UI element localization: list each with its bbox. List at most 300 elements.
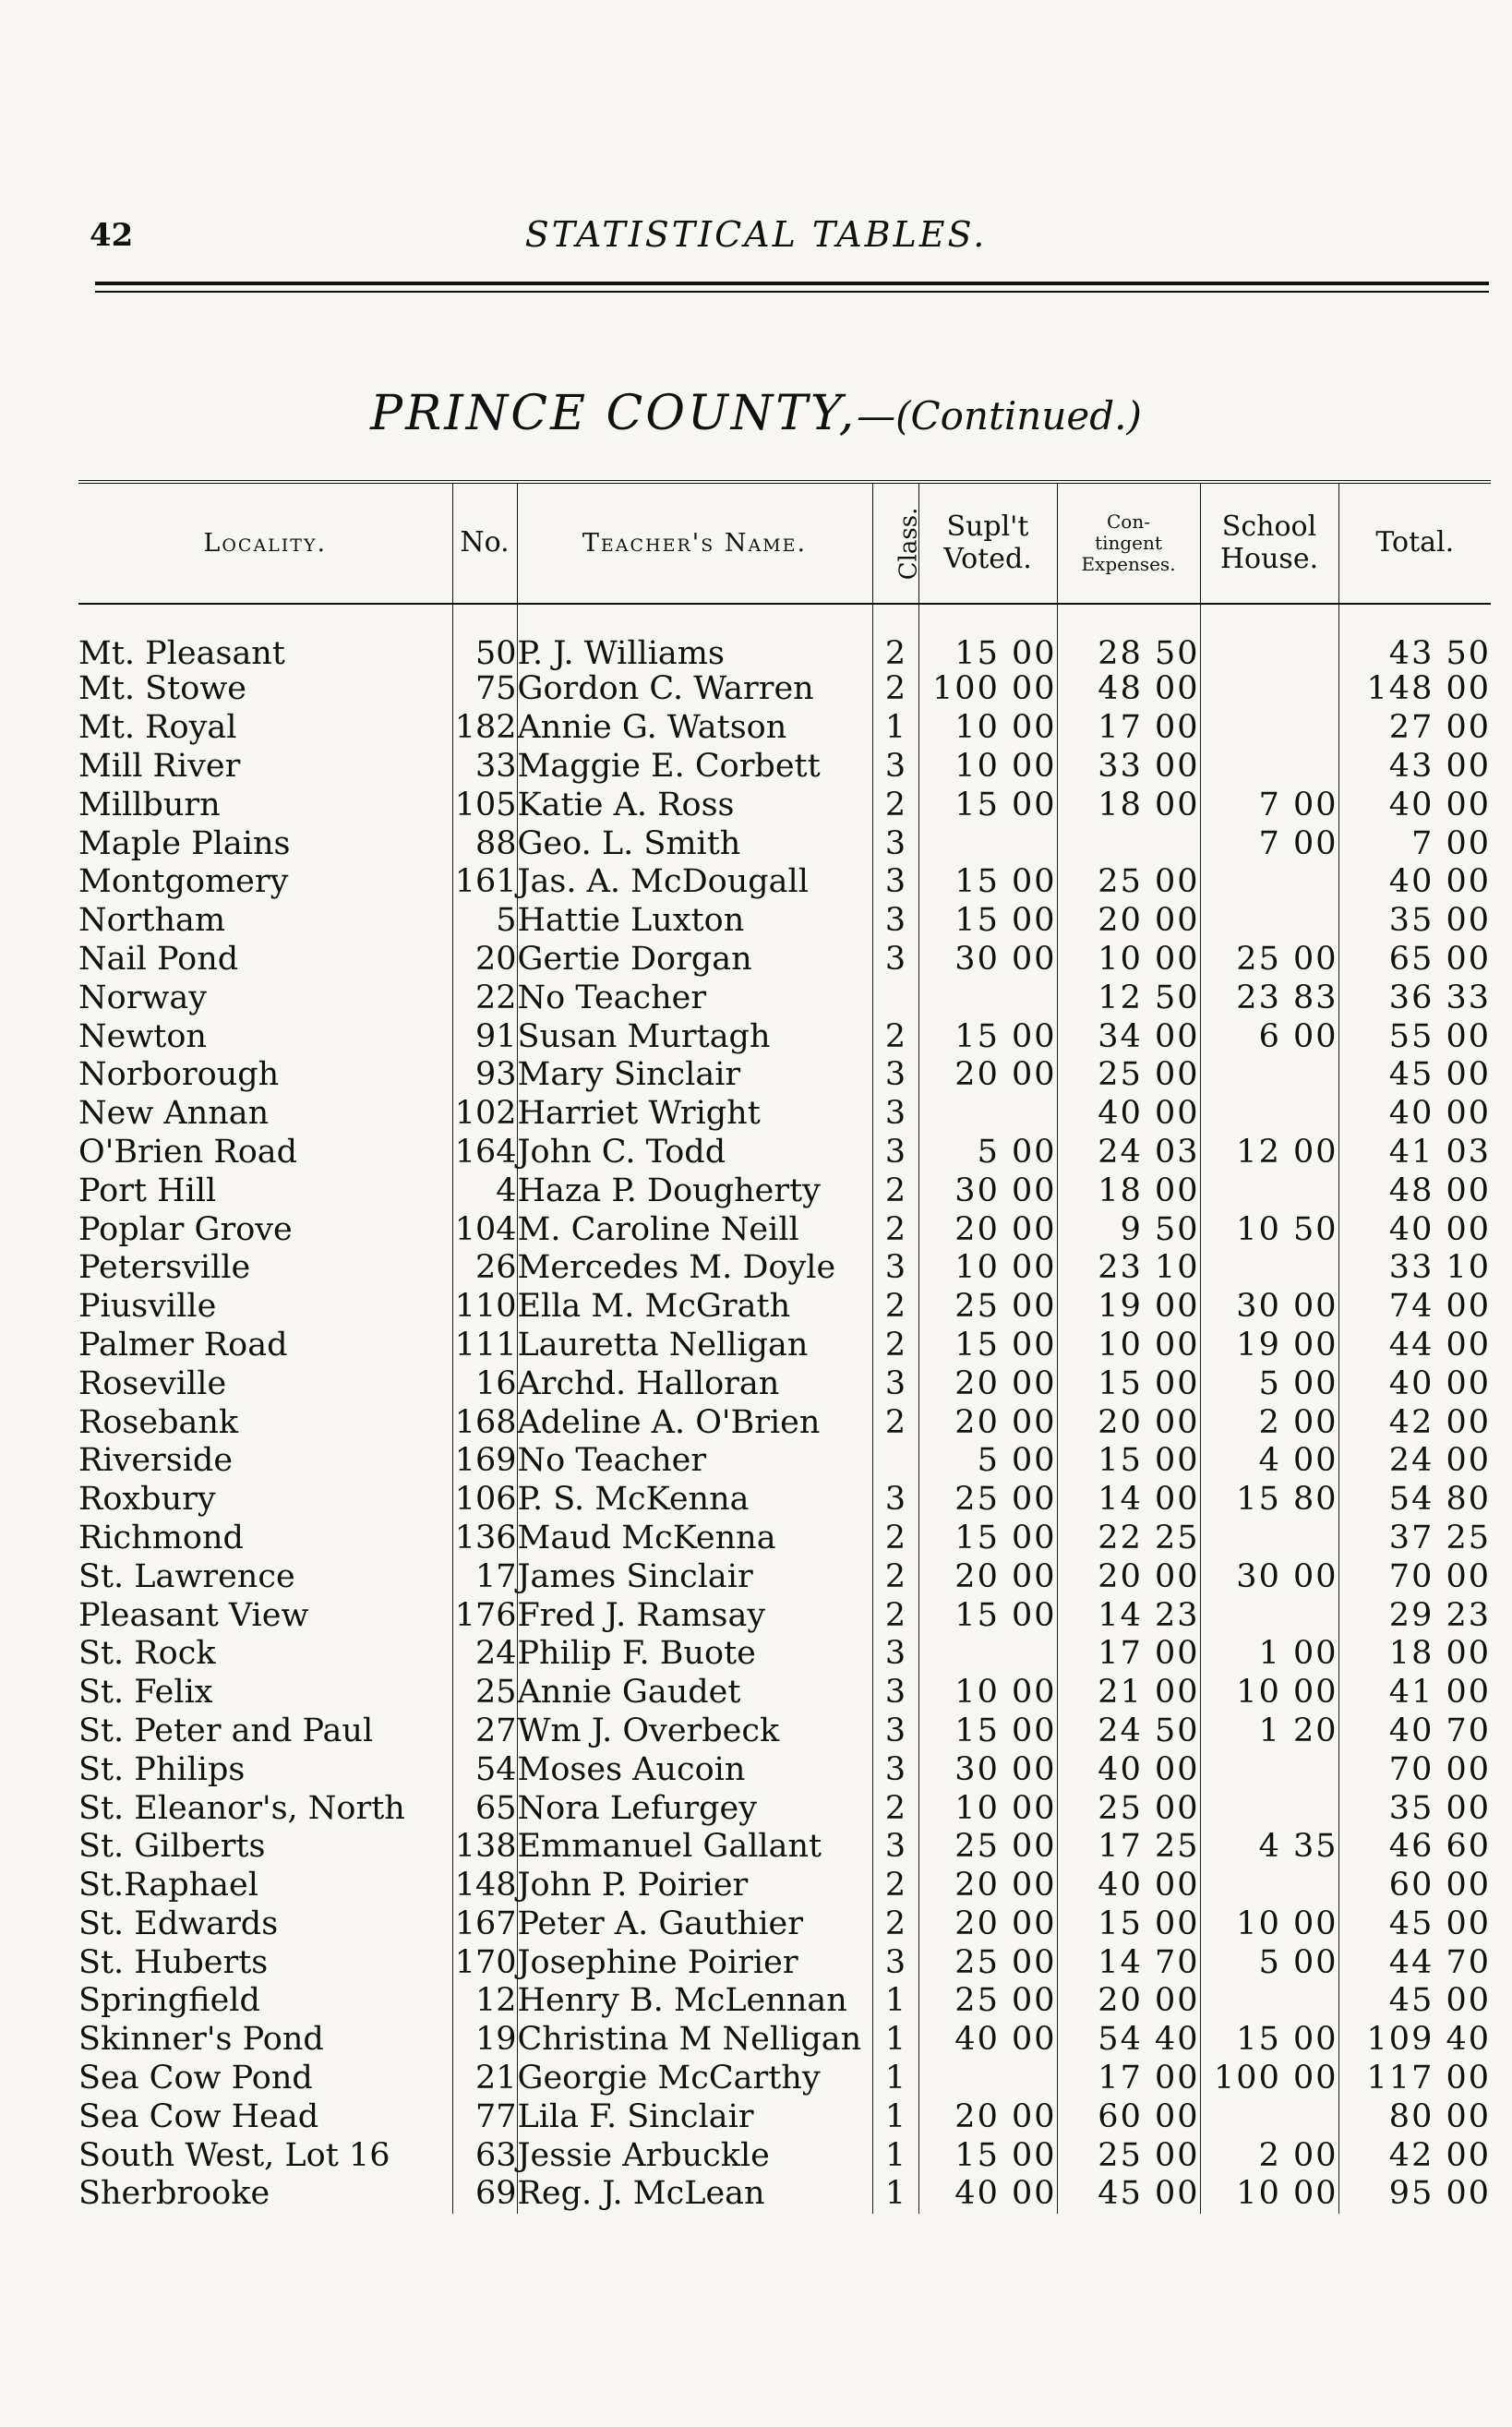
class-cell: 2 [872, 1288, 918, 1327]
contingent-expenses-cell: 17 00 [1057, 2060, 1200, 2098]
table-row [78, 824, 1491, 863]
total-cell: 35 00 [1338, 902, 1491, 941]
teacher-name-cell: Philip F. Buote [517, 1635, 872, 1674]
class-cell: 2 [872, 1905, 918, 1944]
school-house-cell: 4 00 [1200, 1442, 1338, 1481]
school-house-cell: 15 80 [1200, 1481, 1338, 1520]
school-number-cell: 19 [452, 2021, 517, 2060]
total-cell: 70 00 [1338, 1750, 1491, 1789]
suplt-voted-cell [918, 979, 1057, 1017]
contingent-expenses-cell: 40 00 [1057, 1750, 1200, 1789]
table-row [78, 1557, 1491, 1596]
table-row [78, 786, 1491, 824]
total-cell: 45 00 [1338, 1056, 1491, 1095]
teacher-name-cell: Harriet Wright [517, 1095, 872, 1134]
contingent-expenses-cell: 17 00 [1057, 1635, 1200, 1674]
class-cell: 3 [872, 941, 918, 979]
class-cell: 1 [872, 2175, 918, 2214]
suplt-voted-cell: 20 00 [918, 1210, 1057, 1249]
locality-cell: Springfield [78, 1982, 260, 2020]
contingent-expenses-cell: 19 00 [1057, 1288, 1200, 1327]
school-house-cell: 4 35 [1200, 1828, 1338, 1867]
teacher-name-cell: No Teacher [517, 1442, 872, 1481]
suplt-voted-cell: 10 00 [918, 709, 1057, 748]
school-number-cell: 22 [452, 979, 517, 1017]
suplt-voted-cell: 10 00 [918, 1674, 1057, 1712]
contingent-expenses-cell: 54 40 [1057, 2021, 1200, 2060]
table-row [78, 1867, 1491, 1905]
school-number-cell: 21 [452, 2060, 517, 2098]
school-house-cell: 19 00 [1200, 1327, 1338, 1365]
school-number-cell: 16 [452, 1364, 517, 1403]
school-house-cell: 10 50 [1200, 1210, 1338, 1249]
teacher-name-cell: Emmanuel Gallant [517, 1828, 872, 1867]
table-header-row [78, 482, 1491, 604]
teacher-name-cell: Haza P. Dougherty [517, 1171, 872, 1210]
class-cell: 1 [872, 1982, 918, 2021]
contingent-expenses-cell: 10 00 [1057, 1327, 1200, 1365]
contingent-expenses-cell: 28 50 [1057, 604, 1200, 670]
total-cell: 55 00 [1338, 1017, 1491, 1056]
class-cell: 2 [872, 1327, 918, 1365]
col-header-locality: Locality. [78, 482, 452, 604]
total-cell: 41 00 [1338, 1674, 1491, 1712]
total-cell: 35 00 [1338, 1789, 1491, 1828]
total-cell: 40 00 [1338, 863, 1491, 902]
table-row [78, 1520, 1491, 1558]
table-row [78, 1056, 1491, 1095]
teacher-name-cell: Lauretta Nelligan [517, 1327, 872, 1365]
table-row [78, 902, 1491, 941]
suplt-voted-cell: 15 00 [918, 1327, 1057, 1365]
school-house-cell: 30 00 [1200, 1557, 1338, 1596]
locality-cell: Northam [78, 902, 226, 940]
total-cell: 33 10 [1338, 1249, 1491, 1288]
locality-cell: Poplar Grove [78, 1210, 293, 1248]
total-cell: 24 00 [1338, 1442, 1491, 1481]
teacher-name-cell: Henry B. McLennan [517, 1982, 872, 2021]
teacher-name-cell: Susan Murtagh [517, 1017, 872, 1056]
school-number-cell: 168 [452, 1403, 517, 1442]
class-cell: 2 [872, 1210, 918, 1249]
class-cell: 2 [872, 786, 918, 824]
teacher-name-cell: Mary Sinclair [517, 1056, 872, 1095]
school-house-cell [1200, 748, 1338, 787]
suplt-voted-cell: 25 00 [918, 1481, 1057, 1520]
class-cell: 3 [872, 1134, 918, 1172]
teacher-name-cell: No Teacher [517, 979, 872, 1017]
school-number-cell: 26 [452, 1249, 517, 1288]
table-row [78, 1674, 1491, 1712]
suplt-voted-cell: 20 00 [918, 1056, 1057, 1095]
school-number-cell: 170 [452, 1943, 517, 1982]
school-number-cell: 50 [452, 604, 517, 670]
class-cell: 2 [872, 1596, 918, 1635]
locality-cell: Palmer Road [78, 1326, 288, 1364]
total-cell: 7 00 [1338, 824, 1491, 863]
teacher-name-cell: Fred J. Ramsay [517, 1596, 872, 1635]
contingent-expenses-cell: 20 00 [1057, 1403, 1200, 1442]
class-cell [872, 1442, 918, 1481]
table-row [78, 670, 1491, 709]
class-cell [872, 979, 918, 1017]
contingent-expenses-cell: 25 00 [1057, 863, 1200, 902]
table-row [78, 709, 1491, 748]
locality-cell: O'Brien Road [78, 1133, 298, 1171]
total-cell: 117 00 [1338, 2060, 1491, 2098]
suplt-voted-cell: 100 00 [918, 670, 1057, 709]
contingent-expenses-cell: 23 10 [1057, 1249, 1200, 1288]
class-cell: 3 [872, 1635, 918, 1674]
suplt-voted-cell: 15 00 [918, 1712, 1057, 1751]
class-cell: 2 [872, 1403, 918, 1442]
school-number-cell: 111 [452, 1327, 517, 1365]
total-cell: 54 80 [1338, 1481, 1491, 1520]
suplt-voted-cell: 15 00 [918, 863, 1057, 902]
school-number-cell: 24 [452, 1635, 517, 1674]
teacher-name-cell: Moses Aucoin [517, 1750, 872, 1789]
class-cell: 1 [872, 2060, 918, 2098]
suplt-voted-cell: 10 00 [918, 748, 1057, 787]
table-row [78, 1750, 1491, 1789]
school-house-cell: 1 00 [1200, 1635, 1338, 1674]
school-house-cell [1200, 670, 1338, 709]
teacher-name-cell: Gordon C. Warren [517, 670, 872, 709]
total-cell: 70 00 [1338, 1557, 1491, 1596]
suplt-voted-cell: 25 00 [918, 1288, 1057, 1327]
locality-cell: Mt. Pleasant [78, 635, 285, 672]
suplt-voted-cell: 15 00 [918, 1017, 1057, 1056]
contingent-expenses-cell: 15 00 [1057, 1905, 1200, 1944]
school-house-cell: 10 00 [1200, 1674, 1338, 1712]
county-name: PRINCE COUNTY, [370, 386, 858, 441]
contingent-expenses-cell: 60 00 [1057, 2097, 1200, 2136]
total-cell: 42 00 [1338, 2136, 1491, 2175]
suplt-voted-cell [918, 1635, 1057, 1674]
class-cell: 3 [872, 1481, 918, 1520]
suplt-voted-cell: 15 00 [918, 604, 1057, 670]
class-cell: 2 [872, 1557, 918, 1596]
suplt-voted-cell [918, 824, 1057, 863]
suplt-voted-cell: 40 00 [918, 2175, 1057, 2214]
teacher-name-cell: Annie G. Watson [517, 709, 872, 748]
locality-cell: New Annan [78, 1095, 270, 1133]
class-cell: 1 [872, 2021, 918, 2060]
school-number-cell: 54 [452, 1750, 517, 1789]
contingent-expenses-cell: 14 00 [1057, 1481, 1200, 1520]
locality-cell: St. Huberts [78, 1943, 269, 1981]
school-house-cell [1200, 1750, 1338, 1789]
contingent-expenses-cell: 20 00 [1057, 1982, 1200, 2021]
table-row [78, 1712, 1491, 1751]
suplt-voted-cell: 30 00 [918, 941, 1057, 979]
table-row [78, 604, 1491, 670]
teacher-name-cell: Gertie Dorgan [517, 941, 872, 979]
contingent-expenses-cell: 25 00 [1057, 1056, 1200, 1095]
table-row [78, 1249, 1491, 1288]
table-row [78, 1364, 1491, 1403]
statistics-table [78, 480, 1491, 2214]
teacher-name-cell: Archd. Halloran [517, 1364, 872, 1403]
table-row [78, 2097, 1491, 2136]
table-row [78, 1635, 1491, 1674]
county-continued: —(Continued.) [857, 393, 1142, 439]
suplt-voted-cell: 40 00 [918, 2021, 1057, 2060]
teacher-name-cell: John C. Todd [517, 1134, 872, 1172]
locality-cell: Richmond [78, 1519, 244, 1556]
suplt-voted-cell: 20 00 [918, 1557, 1057, 1596]
class-cell: 3 [872, 1674, 918, 1712]
school-house-cell [1200, 1171, 1338, 1210]
suplt-voted-cell: 25 00 [918, 1982, 1057, 2021]
running-head: STATISTICAL TABLES. [524, 214, 988, 255]
school-number-cell: 161 [452, 863, 517, 902]
contingent-expenses-cell: 25 00 [1057, 1789, 1200, 1828]
table-row [78, 1017, 1491, 1056]
locality-cell: St. Philips [78, 1750, 246, 1788]
col-header-contingent-expenses: Con- tingent Expenses. [1057, 482, 1200, 604]
school-house-cell [1200, 863, 1338, 902]
suplt-voted-cell: 5 00 [918, 1134, 1057, 1172]
table-row [78, 1828, 1491, 1867]
school-house-cell: 2 00 [1200, 2136, 1338, 2175]
locality-cell: St. Lawrence [78, 1557, 295, 1595]
contingent-expenses-cell: 40 00 [1057, 1095, 1200, 1134]
suplt-voted-cell: 5 00 [918, 1442, 1057, 1481]
school-house-cell [1200, 902, 1338, 941]
table-row [78, 2136, 1491, 2175]
school-number-cell: 17 [452, 1557, 517, 1596]
school-number-cell: 65 [452, 1789, 517, 1828]
suplt-voted-cell: 25 00 [918, 1943, 1057, 1982]
locality-cell: Maple Plains [78, 824, 291, 862]
school-number-cell: 69 [452, 2175, 517, 2214]
school-house-cell [1200, 1789, 1338, 1828]
school-number-cell: 25 [452, 1674, 517, 1712]
total-cell: 36 33 [1338, 979, 1491, 1017]
suplt-voted-cell: 30 00 [918, 1750, 1057, 1789]
class-cell: 3 [872, 1712, 918, 1751]
total-cell: 45 00 [1338, 1982, 1491, 2021]
suplt-voted-cell: 20 00 [918, 1403, 1057, 1442]
total-cell: 48 00 [1338, 1171, 1491, 1210]
school-house-cell [1200, 2097, 1338, 2136]
table-row [78, 1288, 1491, 1327]
locality-cell: Norborough [78, 1056, 280, 1094]
table-row [78, 748, 1491, 787]
locality-cell: Skinner's Pond [78, 2021, 324, 2059]
suplt-voted-cell: 30 00 [918, 1171, 1057, 1210]
class-cell: 2 [872, 1867, 918, 1905]
school-house-cell [1200, 1867, 1338, 1905]
school-house-cell [1200, 709, 1338, 748]
table-row [78, 1171, 1491, 1210]
school-number-cell: 136 [452, 1520, 517, 1558]
locality-cell: St. Felix [78, 1674, 213, 1712]
teacher-name-cell: Annie Gaudet [517, 1674, 872, 1712]
total-cell: 40 00 [1338, 786, 1491, 824]
school-house-cell: 10 00 [1200, 2175, 1338, 2214]
total-cell: 45 00 [1338, 1905, 1491, 1944]
teacher-name-cell: Christina M Nelligan [517, 2021, 872, 2060]
school-number-cell: 33 [452, 748, 517, 787]
suplt-voted-cell: 10 00 [918, 1789, 1057, 1828]
school-house-cell: 10 00 [1200, 1905, 1338, 1944]
school-house-cell: 25 00 [1200, 941, 1338, 979]
table-row [78, 1095, 1491, 1134]
table-row [78, 941, 1491, 979]
locality-cell: St. Eleanor's, North [78, 1789, 405, 1827]
teacher-name-cell: Peter A. Gauthier [517, 1905, 872, 1944]
teacher-name-cell: M. Caroline Neill [517, 1210, 872, 1249]
total-cell: 74 00 [1338, 1288, 1491, 1327]
suplt-voted-cell [918, 1095, 1057, 1134]
locality-cell: Sherbrooke [78, 2175, 270, 2213]
total-cell: 40 00 [1338, 1364, 1491, 1403]
locality-cell: Roseville [78, 1364, 227, 1402]
total-cell: 148 00 [1338, 670, 1491, 709]
total-cell: 80 00 [1338, 2097, 1491, 2136]
locality-cell: Sea Cow Pond [78, 2060, 313, 2097]
school-number-cell: 148 [452, 1867, 517, 1905]
suplt-voted-cell: 15 00 [918, 786, 1057, 824]
class-cell: 3 [872, 1095, 918, 1134]
contingent-expenses-cell: 48 00 [1057, 670, 1200, 709]
school-house-cell: 100 00 [1200, 2060, 1338, 2098]
class-cell: 3 [872, 902, 918, 941]
contingent-expenses-cell: 14 70 [1057, 1943, 1200, 1982]
table-row [78, 863, 1491, 902]
school-number-cell: 106 [452, 1481, 517, 1520]
total-cell: 27 00 [1338, 709, 1491, 748]
table-row [78, 979, 1491, 1017]
teacher-name-cell: Nora Lefurgey [517, 1789, 872, 1828]
suplt-voted-cell: 15 00 [918, 902, 1057, 941]
teacher-name-cell: P. J. Williams [517, 604, 872, 670]
class-cell: 3 [872, 1056, 918, 1095]
header-rule-thin [95, 291, 1489, 293]
school-number-cell: 176 [452, 1596, 517, 1635]
class-cell: 3 [872, 1750, 918, 1789]
suplt-voted-cell [918, 2060, 1057, 2098]
locality-cell: Mill River [78, 747, 241, 785]
school-house-cell: 12 00 [1200, 1134, 1338, 1172]
col-header-class: Class. [872, 482, 918, 604]
school-house-cell: 5 00 [1200, 1943, 1338, 1982]
table-row [78, 1134, 1491, 1172]
class-cell: 3 [872, 1828, 918, 1867]
school-house-cell [1200, 1056, 1338, 1095]
teacher-name-cell: Hattie Luxton [517, 902, 872, 941]
contingent-expenses-cell: 25 00 [1057, 2136, 1200, 2175]
teacher-name-cell: Maggie E. Corbett [517, 748, 872, 787]
teacher-name-cell: Adeline A. O'Brien [517, 1403, 872, 1442]
locality-cell: Riverside [78, 1442, 234, 1480]
school-number-cell: 20 [452, 941, 517, 979]
school-house-cell: 2 00 [1200, 1403, 1338, 1442]
total-cell: 65 00 [1338, 941, 1491, 979]
contingent-expenses-cell: 24 50 [1057, 1712, 1200, 1751]
col-header-teacher: Teacher's Name. [517, 482, 872, 604]
locality-cell: Pleasant View [78, 1596, 309, 1634]
contingent-expenses-cell: 33 00 [1057, 748, 1200, 787]
teacher-name-cell: Wm J. Overbeck [517, 1712, 872, 1751]
contingent-expenses-cell: 17 25 [1057, 1828, 1200, 1867]
total-cell: 44 70 [1338, 1943, 1491, 1982]
locality-cell: Nail Pond [78, 940, 239, 978]
locality-cell: St. Edwards [78, 1904, 279, 1942]
locality-cell: Montgomery [78, 863, 289, 901]
school-number-cell: 138 [452, 1828, 517, 1867]
total-cell: 40 00 [1338, 1095, 1491, 1134]
school-house-cell [1200, 1596, 1338, 1635]
locality-cell: Rosebank [78, 1403, 239, 1441]
teacher-name-cell: Reg. J. McLean [517, 2175, 872, 2214]
contingent-expenses-cell: 12 50 [1057, 979, 1200, 1017]
total-cell: 95 00 [1338, 2175, 1491, 2214]
class-cell: 3 [872, 1943, 918, 1982]
table-body [78, 604, 1491, 2214]
class-cell: 3 [872, 748, 918, 787]
contingent-expenses-cell: 9 50 [1057, 1210, 1200, 1249]
school-house-cell [1200, 1249, 1338, 1288]
school-number-cell: 110 [452, 1288, 517, 1327]
school-number-cell: 167 [452, 1905, 517, 1944]
teacher-name-cell: P. S. McKenna [517, 1481, 872, 1520]
col-header-suplt-voted: Supl't Voted. [918, 482, 1057, 604]
table-row [78, 1442, 1491, 1481]
locality-cell: Millburn [78, 786, 221, 823]
school-house-cell: 30 00 [1200, 1288, 1338, 1327]
teacher-name-cell: Josephine Poirier [517, 1943, 872, 1982]
locality-cell: Roxbury [78, 1481, 216, 1519]
school-number-cell: 4 [452, 1171, 517, 1210]
locality-cell: St.Raphael [78, 1867, 258, 1904]
class-cell: 2 [872, 1520, 918, 1558]
school-house-cell: 6 00 [1200, 1017, 1338, 1056]
total-cell: 43 50 [1338, 604, 1491, 670]
contingent-expenses-cell: 10 00 [1057, 941, 1200, 979]
locality-cell: Mt. Royal [78, 709, 237, 747]
locality-cell: Piusville [78, 1288, 217, 1326]
locality-cell: Port Hill [78, 1171, 217, 1209]
locality-cell: Petersville [78, 1249, 251, 1287]
teacher-name-cell: James Sinclair [517, 1557, 872, 1596]
locality-cell: South West, Lot 16 [78, 2136, 390, 2174]
school-number-cell: 12 [452, 1982, 517, 2021]
total-cell: 42 00 [1338, 1403, 1491, 1442]
class-cell: 3 [872, 1364, 918, 1403]
school-number-cell: 63 [452, 2136, 517, 2175]
contingent-expenses-cell [1057, 824, 1200, 863]
contingent-expenses-cell: 15 00 [1057, 1364, 1200, 1403]
teacher-name-cell: John P. Poirier [517, 1867, 872, 1905]
total-cell: 60 00 [1338, 1867, 1491, 1905]
total-cell: 43 00 [1338, 748, 1491, 787]
table-row [78, 1905, 1491, 1944]
table-row [78, 1481, 1491, 1520]
col-header-total: Total. [1338, 482, 1491, 604]
contingent-expenses-cell: 34 00 [1057, 1017, 1200, 1056]
contingent-expenses-cell: 22 25 [1057, 1520, 1200, 1558]
teacher-name-cell: Geo. L. Smith [517, 824, 872, 863]
locality-cell: St. Peter and Paul [78, 1712, 374, 1749]
class-cell: 2 [872, 1789, 918, 1828]
locality-cell: St. Rock [78, 1635, 216, 1673]
school-house-cell [1200, 1982, 1338, 2021]
suplt-voted-cell: 10 00 [918, 1249, 1057, 1288]
total-cell: 18 00 [1338, 1635, 1491, 1674]
